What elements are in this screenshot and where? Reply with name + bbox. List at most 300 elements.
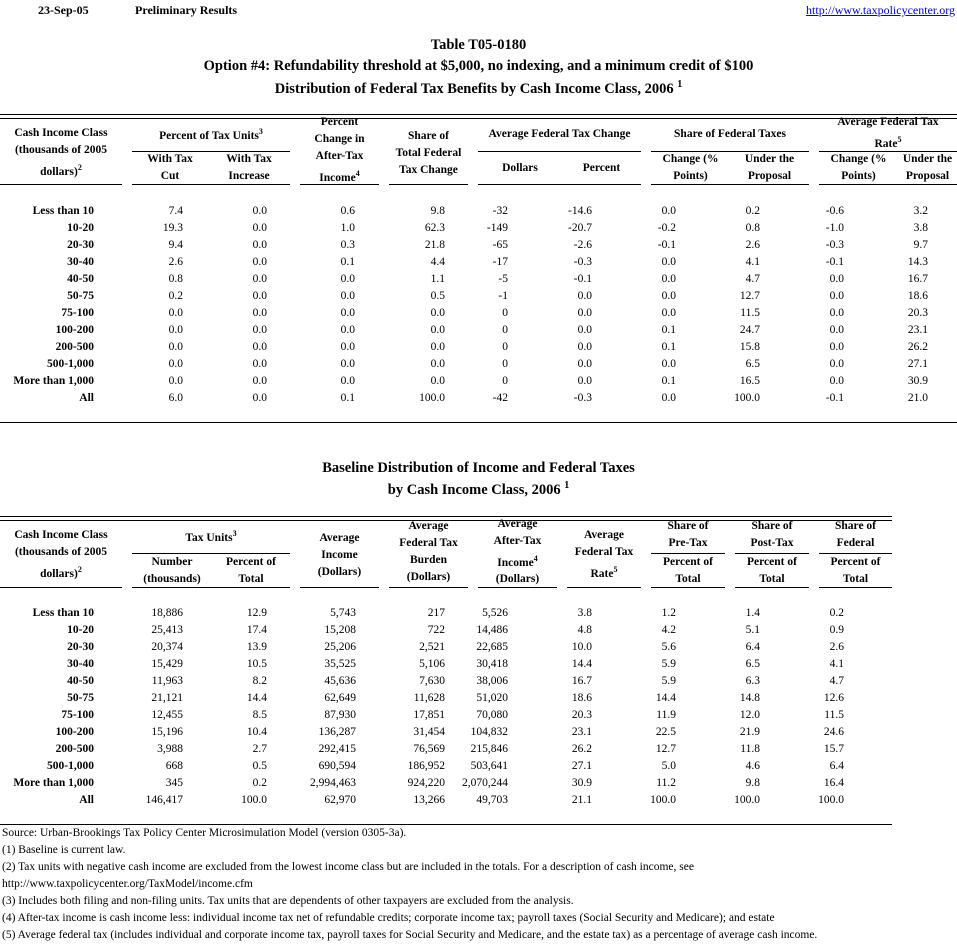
table-cell: 8.5 [252,709,267,721]
table-cell: 0.0 [252,273,267,285]
table-cell: 31,454 [413,726,445,738]
table-row [0,305,928,322]
table-cell: -1.0 [825,222,844,234]
table-cell: 5.6 [661,641,676,653]
footnote-line: Source: Urban-Brookings Tax Policy Center Microsimulation Model (version 0305-3a). [2,827,407,839]
table-cell: 0.0 [661,307,676,319]
table-cell: 1.1 [430,273,445,285]
table-cell: 0 [502,324,508,336]
table-cell: -0.1 [657,239,676,251]
table-cell: 3,988 [157,743,183,755]
table-row [0,322,928,339]
table-cell: 11.5 [740,307,760,319]
table-row [0,775,844,792]
table-cell: 100.0 [241,794,267,806]
table-cell: 12.0 [739,709,760,721]
table-cell: 4.4 [430,256,445,268]
table-cell: 23.1 [571,726,592,738]
table-cell: 0.1 [340,256,355,268]
table-cell: 9.4 [168,239,183,251]
t2-header-federal-pct-total: Percent of Total [830,555,881,585]
table-cell: 4.6 [745,760,760,772]
table-cell: 22.5 [655,726,676,738]
t2-header-share-pre-tax: Share of Pre-Tax [667,520,709,549]
table-cell: 0.0 [829,324,844,336]
t1-header-dollars: Dollars [502,161,538,174]
income-class-label: 75-100 [61,709,94,721]
table-cell: 5.9 [661,658,676,670]
table-cell: 2,521 [419,641,445,653]
table-cell: 11.5 [824,709,844,721]
table-cell: 30.9 [907,375,928,387]
table-cell: 924,220 [407,777,445,789]
table-cell: 5,526 [482,607,508,619]
table-cell: 24.7 [739,324,760,336]
income-class-label: 10-20 [67,222,94,234]
table-cell: 0.1 [661,324,676,336]
table-cell: 3.8 [913,222,928,234]
table-cell: 15.8 [739,341,760,353]
table-cell: 4.8 [577,624,592,636]
income-class-label: 40-50 [67,273,94,285]
table-cell: 104,832 [470,726,508,738]
income-class-label: 50-75 [67,692,94,704]
table-cell: 5.9 [661,675,676,687]
income-class-label: 40-50 [67,675,94,687]
table-cell: 6.4 [829,760,844,772]
table-cell: 0.0 [430,341,445,353]
table-cell: 21,121 [151,692,183,704]
t1-header-pct-change-after-tax: Percent Change in After-Tax Income$^4$ [314,115,365,184]
footnote-line: (4) After-tax income is cash income less: individual income tax net of refundable credits; corporate income tax; payroll taxes (Social Security and Medicare); and estate [2,912,775,924]
table-cell: 0.0 [661,273,676,285]
table-cell: 10.0 [571,641,592,653]
table-cell: 668 [165,760,183,772]
table-cell: 2,994,463 [310,777,356,789]
income-class-label: More than 1,000 [13,777,94,789]
table-cell: 0.0 [168,341,183,353]
table-row [0,741,844,758]
table-cell: 0.0 [252,375,267,387]
table-cell: 51,020 [476,692,508,704]
income-class-label: 30-40 [67,658,94,670]
table-cell: 1.4 [745,607,760,619]
table-cell: 0.1 [661,375,676,387]
table-cell: 6.5 [745,358,760,370]
table-cell: 0.0 [577,358,592,370]
table-cell: 100.0 [734,794,760,806]
table-cell: 100.0 [734,392,760,404]
table-cell: -0.1 [825,256,844,268]
table-cell: 0.0 [252,392,267,404]
table-cell: 0.0 [577,324,592,336]
table-cell: 9.7 [913,239,928,251]
table-cell: -1 [498,290,508,302]
table1-title: Table T05-0180 [430,37,527,53]
table-cell: 27.1 [907,358,928,370]
footnote-line: (5) Average federal tax (includes individual and corporate income tax, payroll taxes for Social Security and Medicare, and the estate tax) as a percentage of average cash income. [2,929,818,941]
table-cell: -0.6 [825,205,844,217]
income-class-label: All [79,794,94,806]
table1-bottom-rule [0,422,957,423]
t2-header-avg-fed-tax-burden: Average Federal Tax Burden (Dollars) [399,520,458,583]
table-cell: 20,374 [151,641,183,653]
table-cell: 217 [427,607,445,619]
table-cell: 0.2 [168,290,183,302]
table-cell: 0.0 [430,375,445,387]
footnote-line: (2) Tax units with negative cash income are excluded from the lowest income class but are included in the totals. For a description of cash income, see [2,861,694,873]
table-cell: 292,415 [318,743,356,755]
table-cell: 62,970 [324,794,356,806]
table-cell: 62.3 [424,222,445,234]
income-class-label: 10-20 [67,624,94,636]
table-row [0,690,844,707]
table-cell: 26.2 [571,743,592,755]
table1-data [0,203,928,407]
table-cell: 0.0 [340,324,355,336]
table-cell: 0.0 [577,307,592,319]
t2-header-pct-total: Percent of Total [226,555,276,585]
table-cell: 0.9 [829,624,844,636]
table-cell: 12.9 [246,607,267,619]
t1-header-avg-fed-tax-change: Average Federal Tax Change [488,127,631,140]
table-cell: 0.0 [252,358,267,370]
t1-header-share-under-proposal: Under the Proposal [744,153,795,182]
table-cell: -0.3 [573,256,592,268]
table-row [0,271,928,288]
table-cell: 0.0 [829,358,844,370]
income-class-label: 100-200 [55,726,94,738]
table-cell: -0.1 [825,392,844,404]
table-cell: -14.6 [568,205,592,217]
table-cell: -0.3 [573,392,592,404]
table-row [0,203,928,220]
table-cell: 6.5 [745,658,760,670]
table-cell: 45,636 [324,675,356,687]
table-cell: 30,418 [476,658,508,670]
table-cell: 10.4 [246,726,267,738]
report-status: Preliminary Results [135,3,238,17]
table-cell: 4.7 [829,675,844,687]
table-cell: 11,963 [151,675,183,687]
footnote-line: (1) Baseline is current law. [2,844,126,856]
t1-header-rate-change-pct-points: Change (% Points) [830,153,887,182]
table-cell: 6.4 [745,641,760,653]
table-cell: 12.7 [739,290,760,302]
table-cell: 20.3 [571,709,592,721]
table-cell: 0.0 [661,290,676,302]
table-row [0,605,844,622]
income-class-label: 100-200 [55,324,94,336]
income-class-label: 200-500 [55,743,94,755]
table-row [0,673,844,690]
table-row [0,373,928,390]
table-cell: 0.0 [577,341,592,353]
t2-header-tax-units: Tax Units$^3$ [185,529,237,544]
table-cell: 0.0 [168,307,183,319]
income-class-label: More than 1,000 [13,375,94,387]
table-cell: 0.0 [829,341,844,353]
t1-header-share-total-change: Share of Total Federal Tax Change [395,129,462,176]
table-cell: 0.0 [577,375,592,387]
table-cell: 17,851 [413,709,445,721]
table-cell: 0 [502,341,508,353]
table-cell: 5.0 [661,760,676,772]
income-class-label: 30-40 [67,256,94,268]
income-class-label: 50-75 [67,290,94,302]
table-cell: -42 [492,392,508,404]
table-cell: 8.2 [252,675,267,687]
t2-header-avg-income: Average Income (Dollars) [317,531,362,578]
table-row [0,356,928,373]
table-cell: 17.4 [246,624,267,636]
table-cell: -65 [492,239,508,251]
table-cell: 12.6 [823,692,844,704]
table-cell: 62,649 [324,692,356,704]
table-cell: 345 [165,777,183,789]
table2-title: Baseline Distribution of Income and Federal Taxes [322,460,635,476]
t2-header-share-post-tax: Share of Post-Tax [750,520,794,549]
table-cell: 14.4 [246,692,267,704]
table-cell: 0.0 [430,307,445,319]
table-cell: 1.0 [340,222,355,234]
table-cell: 1.2 [661,607,676,619]
table-cell: 16.5 [739,375,760,387]
table-cell: 18.6 [571,692,592,704]
table-cell: 0.0 [168,324,183,336]
table-cell: 0.0 [252,239,267,251]
footnote-line: http://www.taxpolicycenter.org/TaxModel/income.cfm [2,878,253,890]
table2-subtitle: by Cash Income Class, 2006 $^1$ [387,480,570,498]
income-class-label: All [79,392,94,404]
table-cell: 15.7 [823,743,844,755]
table-cell: 0.0 [829,307,844,319]
table-cell: 14.8 [739,692,760,704]
table-cell: 0.5 [430,290,445,302]
table-cell: 18,886 [151,607,183,619]
table-cell: 21.0 [907,392,928,404]
table-cell: 5.1 [745,624,760,636]
table-cell: 0.0 [252,222,267,234]
table-cell: -0.1 [573,273,592,285]
income-class-label: 500-1,000 [47,760,94,772]
table-cell: 25,206 [324,641,356,653]
income-class-label: Less than 10 [32,205,94,217]
table-row [0,254,928,271]
table-cell: 0.6 [340,205,355,217]
table-cell: 14.4 [655,692,676,704]
table-cell: 0.0 [661,392,676,404]
income-class-label: 20-30 [67,239,94,251]
table-cell: 0.0 [430,358,445,370]
table-cell: 9.8 [745,777,760,789]
table-cell: 27.1 [571,760,592,772]
table-cell: 0.0 [252,256,267,268]
income-class-label: Less than 10 [32,607,94,619]
table-cell: 100.0 [818,794,844,806]
table-cell: 0 [502,375,508,387]
table-cell: 136,287 [318,726,356,738]
table-cell: 0.0 [661,256,676,268]
table-cell: -2.6 [573,239,592,251]
table-cell: 0.2 [829,607,844,619]
table-row [0,707,844,724]
table-cell: -32 [492,205,508,217]
table-cell: 0.8 [168,273,183,285]
t1-header-rate-under-proposal: Under the Proposal [902,153,953,182]
table-cell: 14.3 [907,256,928,268]
table-row [0,339,928,356]
table-cell: 16.7 [571,675,592,687]
table-cell: 722 [427,624,445,636]
table-cell: 100.0 [650,794,676,806]
table-cell: 0.0 [252,290,267,302]
t2-header-avg-fed-tax-rate: Average Federal Tax Rate$^5$ [574,529,634,580]
table-cell: 0.0 [252,341,267,353]
table-cell: 11.8 [740,743,760,755]
table-cell: 22,685 [476,641,508,653]
t1-header-with-tax-increase: With Tax Increase [226,153,272,182]
table-cell: 21.9 [739,726,760,738]
table-cell: -20.7 [568,222,592,234]
table-cell: 18.6 [907,290,928,302]
table-cell: 690,594 [318,760,356,772]
table-cell: 0.0 [168,358,183,370]
t2-header-income-class: Cash Income Class (thousands of 2005 dollars)$^2$ [14,529,108,580]
table-row [0,390,928,407]
table-cell: 0.2 [745,205,760,217]
table-row [0,792,844,809]
footnote-line: (3) Includes both filing and non-filing units. Tax units that are dependents of other taxpayers are excluded from the analysis. [2,895,574,907]
table-cell: 0.0 [168,375,183,387]
table-cell: 35,525 [324,658,356,670]
table-cell: 0.5 [252,760,267,772]
table-cell: 0.0 [252,307,267,319]
table-cell: 5,106 [419,658,445,670]
table-cell: 2.6 [745,239,760,251]
table-cell: 13,266 [413,794,445,806]
table-cell: 2,070,244 [462,777,508,789]
table-cell: 26.2 [907,341,928,353]
table-cell: 15,196 [151,726,183,738]
table-cell: 100.0 [419,392,445,404]
table-row [0,656,844,673]
table-cell: 0.8 [745,222,760,234]
t1-header-percent: Percent [582,161,621,174]
table-cell: 49,703 [476,794,508,806]
table-cell: 215,846 [470,743,508,755]
table-cell: 20.3 [907,307,928,319]
t1-header-share-fed-taxes: Share of Federal Taxes [674,127,786,140]
table-cell: 2.6 [168,256,183,268]
t2-header-post-tax-pct-total: Percent of Total [747,555,797,585]
t2-header-number: Number (thousands) [143,555,201,585]
income-class-label: 500-1,000 [47,358,94,370]
table-cell: 11.2 [656,777,676,789]
table-cell: 0.0 [829,290,844,302]
table-cell: 4.1 [829,658,844,670]
table-cell: 6.3 [745,675,760,687]
table-cell: 0.0 [430,324,445,336]
table2-data [0,605,844,809]
table-cell: 4.7 [745,273,760,285]
table-cell: -17 [492,256,508,268]
report-date: 23-Sep-05 [38,3,89,17]
table1-subtitle: Option #4: Refundability threshold at $5,000, no indexing, and a minimum credit of $100 [203,58,754,74]
table-cell: 4.1 [745,256,760,268]
table-row [0,237,928,254]
t2-header-avg-after-tax-income: Average After-Tax Income$^4$ (Dollars) [493,517,542,586]
table-cell: 0.3 [340,239,355,251]
table-cell: 9.8 [430,205,445,217]
t2-header-share-federal: Share of Federal [835,520,876,549]
table-cell: 0.0 [829,273,844,285]
table-cell: 6.0 [168,392,183,404]
table1-top-rule [0,114,957,119]
table-cell: 146,417 [145,794,183,806]
table-cell: 19.3 [162,222,183,234]
table-cell: 15,208 [324,624,356,636]
table-cell: 0.0 [340,307,355,319]
table-cell: 0.0 [829,375,844,387]
table-cell: -0.3 [825,239,844,251]
table-cell: 21.1 [571,794,592,806]
table-cell: 7,630 [419,675,445,687]
table-cell: 0.0 [252,324,267,336]
table-cell: -0.2 [657,222,676,234]
income-class-label: 200-500 [55,341,94,353]
website-link[interactable]: http://www.taxpolicycenter.org [806,3,955,17]
t2-header-pre-tax-pct-total: Percent of Total [663,555,713,585]
table-cell: 25,413 [151,624,183,636]
table-cell: 0.1 [340,392,355,404]
table-cell: 12.7 [655,743,676,755]
table-cell: 16.7 [907,273,928,285]
table-cell: 0.0 [577,290,592,302]
table-cell: 14.4 [571,658,592,670]
table-cell: 0.0 [661,205,676,217]
table-cell: 5,743 [330,607,356,619]
table-cell: 0.2 [252,777,267,789]
table-row [0,220,928,237]
table-cell: 76,569 [413,743,445,755]
table-cell: 70,080 [476,709,508,721]
t1-header-with-tax-cut: With Tax Cut [147,153,193,182]
table-row [0,288,928,305]
table-cell: 0.0 [340,290,355,302]
table-cell: 11.9 [656,709,676,721]
table-cell: -149 [486,222,508,234]
table-cell: 0.0 [340,375,355,387]
table-cell: 0.0 [340,341,355,353]
table-cell: 2.7 [252,743,267,755]
t1-header-income-class: Cash Income Class (thousands of 2005 dollars)$^2$ [14,127,108,178]
table-cell: -5 [498,273,508,285]
table-cell: 0 [502,358,508,370]
table-cell: 3.8 [577,607,592,619]
table-cell: 503,641 [470,760,508,772]
table-cell: 4.2 [661,624,676,636]
table-cell: 15,429 [151,658,183,670]
table-cell: 186,952 [407,760,445,772]
table-cell: 10.5 [246,658,267,670]
table-cell: 14,486 [476,624,508,636]
income-class-label: 75-100 [61,307,94,319]
table-cell: 0.0 [661,358,676,370]
t1-header-pct-tax-units: Percent of Tax Units$^3$ [159,127,263,142]
table-cell: 12,455 [151,709,183,721]
table-row [0,639,844,656]
